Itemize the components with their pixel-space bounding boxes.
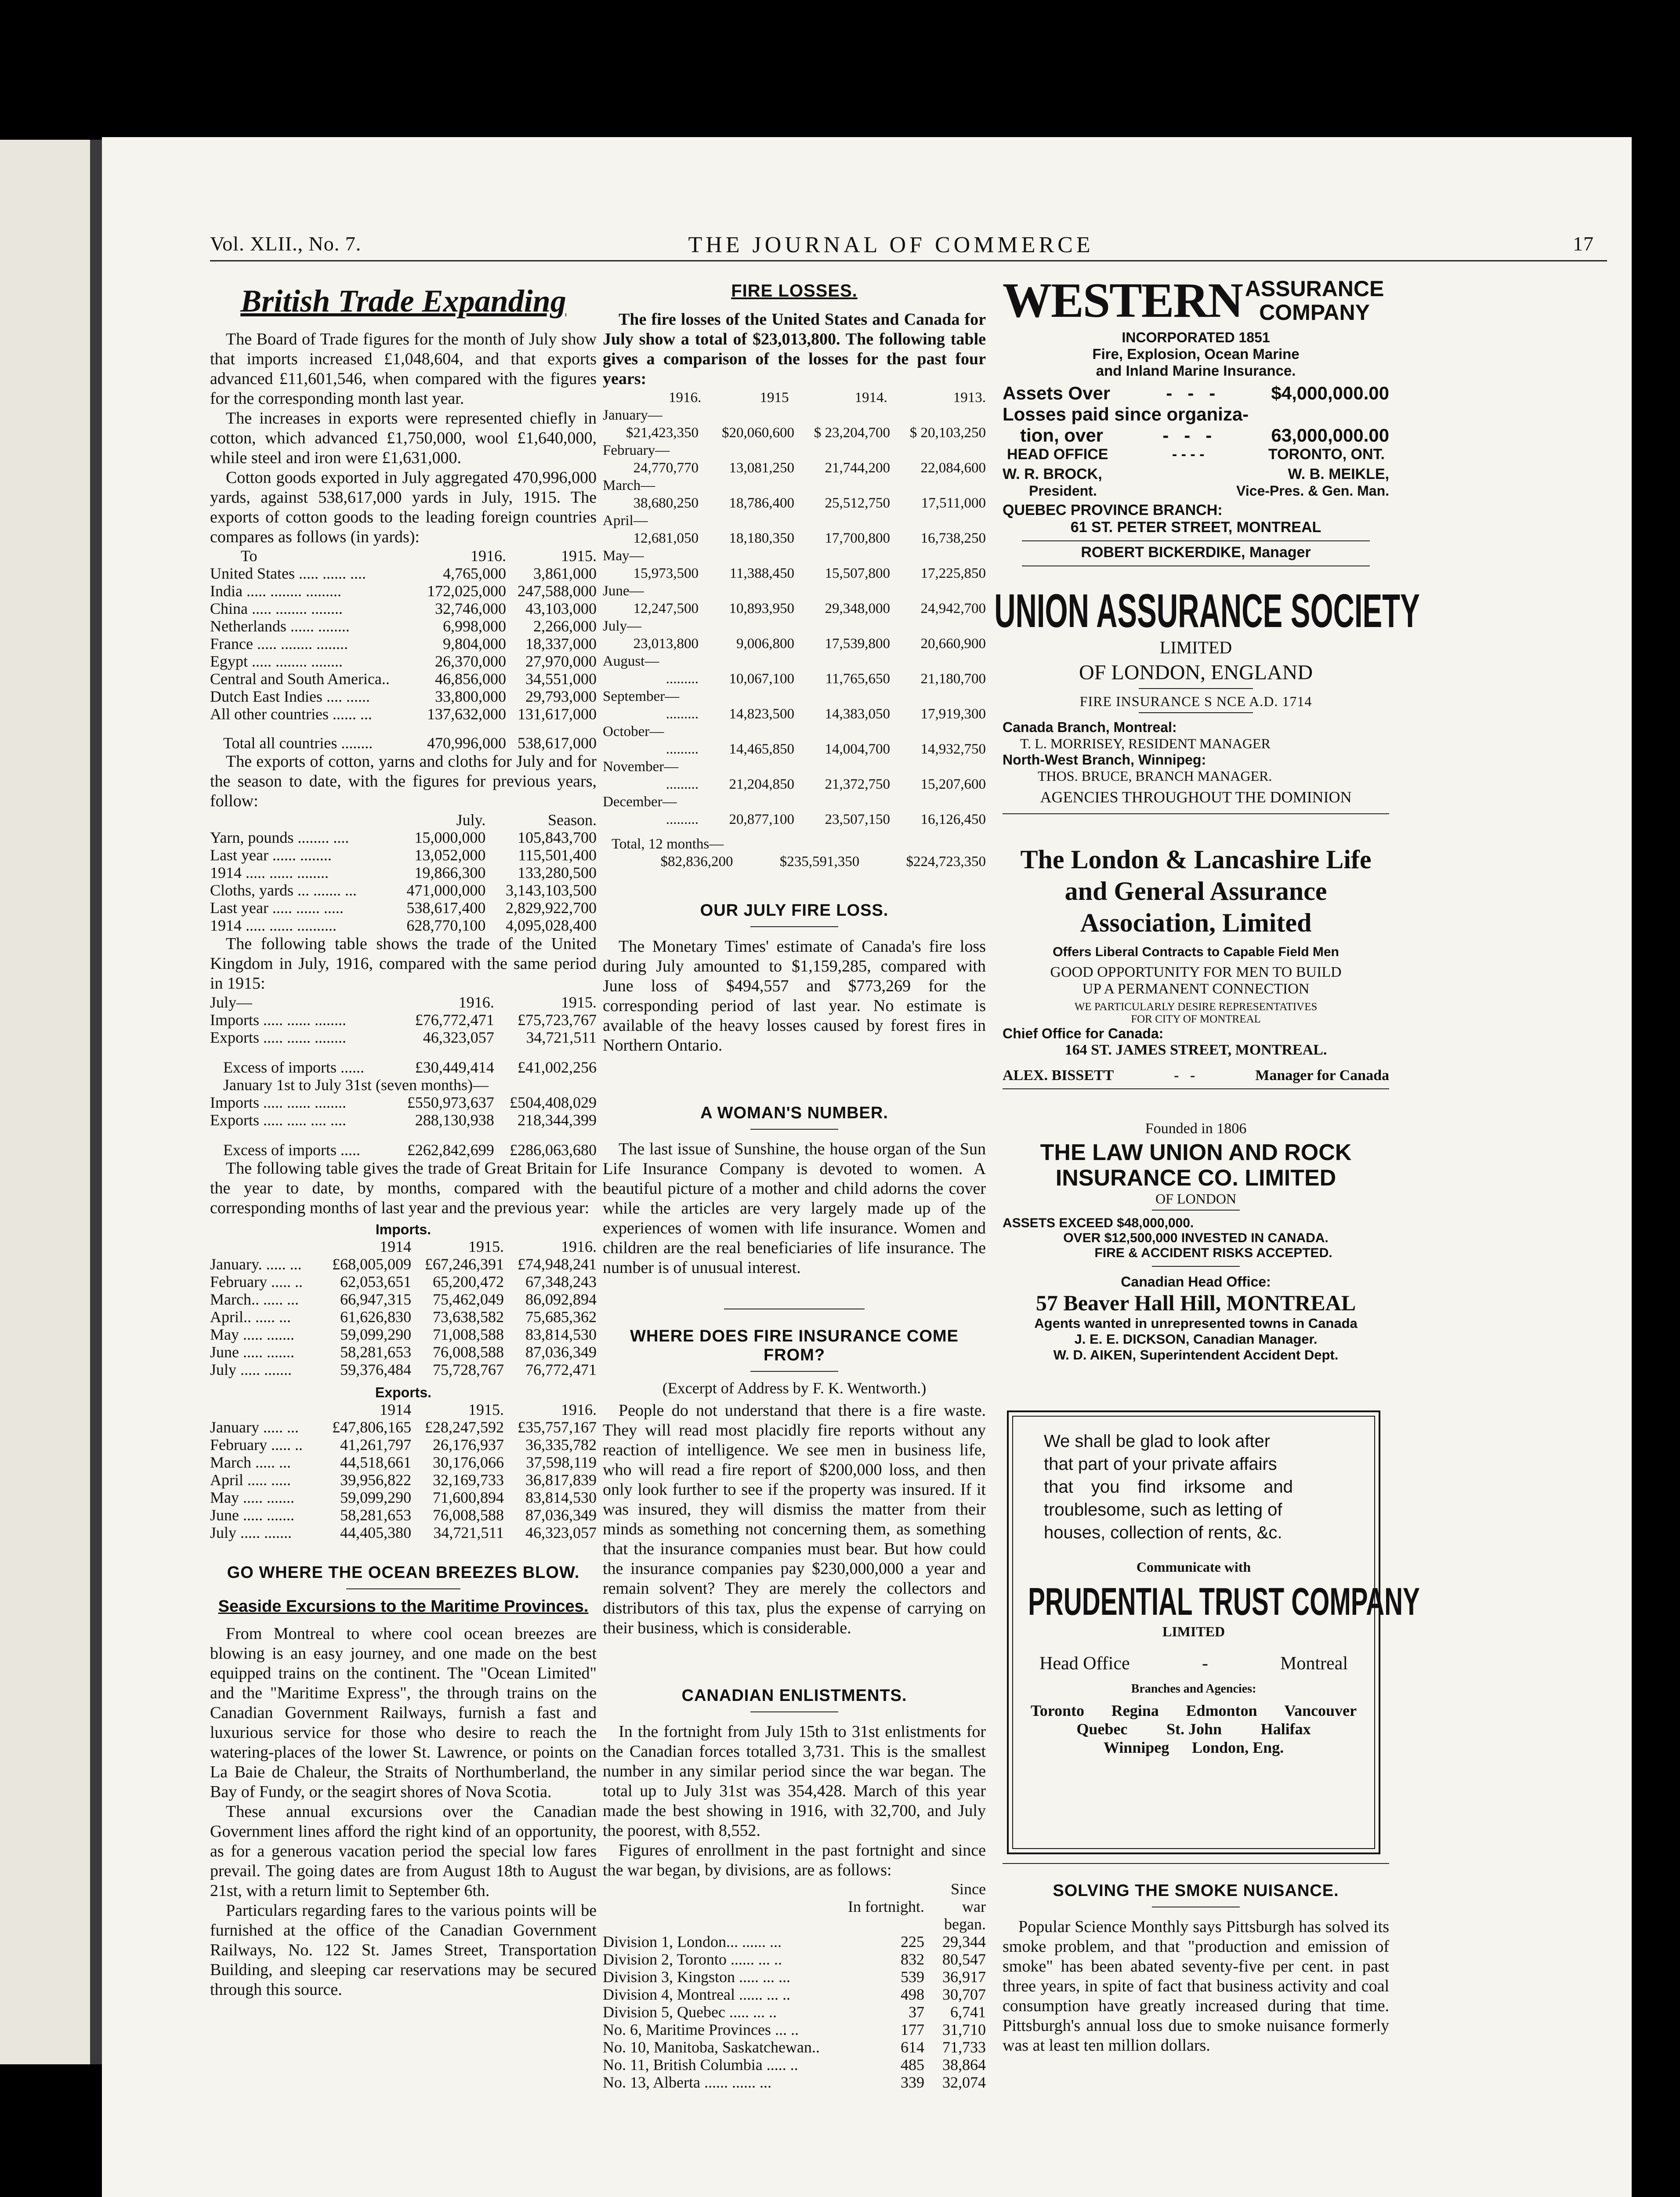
union-name: UNION ASSURANCE SOCIETY xyxy=(994,584,1420,637)
table-cell: 14,383,050 xyxy=(825,706,890,722)
fire-month-label: February— xyxy=(603,442,670,458)
head-office-city: TORONTO, ONT. xyxy=(1268,446,1385,463)
western-company: COMPANY xyxy=(1259,300,1370,325)
table-row: July ..... ....... 44,405,380 34,721,511 46,323,057 xyxy=(210,1524,597,1541)
paragraph: These annual excursions over the Canadian Government lines afford the right kind of an opportunity, as for a generous vacation period the special low fares prevail. The going dates are from August 18th to August 21st, with a return limit to September 6th. xyxy=(210,1802,597,1900)
table-row xyxy=(603,776,986,793)
office-address: 164 ST. JAMES STREET, MONTREAL. xyxy=(1064,1042,1327,1058)
table-cell: 17,539,800 xyxy=(825,636,890,652)
col-head: To xyxy=(241,547,257,565)
col-head: 1915. xyxy=(561,547,597,565)
table-row xyxy=(603,635,986,653)
table-cell: 17,225,850 xyxy=(920,566,986,581)
fire-total: Total, 12 months— $82,836,200 $235,591,350 $224,723,350 xyxy=(612,836,986,870)
table-row xyxy=(603,424,986,442)
company-name: and General Assurance xyxy=(1064,877,1327,906)
company-name: Association, Limited xyxy=(1080,908,1312,937)
table-row: No. 10, Manitoba, Saskatchewan.. 614 71,733 xyxy=(603,2038,986,2056)
table-cell: 18,786,400 xyxy=(729,495,794,511)
paragraph: Popular Science Monthly says Pittsburgh has solved its smoke problem, and that "production and emission of smoke" has been abated seventy-five per cent. in past three years, in spite of fact that business activity and coal consumption have greatly increased during that time. Pittsburgh's annual loss due to smoke nuisance formerly was at least ten million dollars. xyxy=(1003,1918,1389,2055)
branch-address: 61 ST. PETER STREET, MONTREAL xyxy=(1070,519,1322,536)
superintendent-name: W. D. AIKEN, Superintendent Accident Dept. xyxy=(1053,1347,1339,1363)
table-row: Imports ..... ...... ........ £76,772,471 £75,723,767 xyxy=(210,1011,597,1029)
section-title: OUR JULY FIRE LOSS. xyxy=(700,901,889,920)
table-cell: 14,004,700 xyxy=(825,741,890,757)
western-assurance: ASSURANCE xyxy=(1245,276,1384,301)
table-cell: 24,770,770 xyxy=(633,460,699,476)
want-text: WE PARTICULARLY DESIRE REPRESENTATIVES xyxy=(1074,1001,1318,1013)
table-row: April ..... ..... 39,956,822 32,169,733 36,817,839 xyxy=(210,1471,597,1489)
branch-city: Toronto xyxy=(1031,1702,1085,1719)
london-lancashire-ad: The London & Lancashire Life and General Assurance Association, Limited Offers Liberal Contracts to Capable Field Men GOOD OPPORTUNITY FOR MEN TO BUILD UP A PERMANENT CONNECTION WE PARTICULARLY DESIRE REPRESENTATIVES FOR CITY OF MONTREAL Chief Office for Canada: 164 ST. JAMES STREET, MONTREAL. ALEX. BISSETT - - Manager for Canada xyxy=(1003,844,1389,1089)
divider xyxy=(1003,813,1389,814)
divider xyxy=(750,1371,838,1372)
paragraph: The Monetary Times' estimate of Canada's fire loss during July amounted to $1,159,285, compared with June loss of $494,557 and $773,269 for the corresponding period of last year. No estimate is available of the heavy losses caused by forest fires in Northern Ontario. xyxy=(603,937,986,1055)
paragraph: People do not understand that there is a fire waste. They will read most placidly fire reports without any reaction of intelligence. We see men in business life, who will read a fire report of $200,000 loss, and then only look further to see if the property was insured. If it was insured, they will dismiss the matter from their minds as something not concerning them, as something that the insurance companies must bear. But how could the insurance companies pay $230,000,000 a year and remain solvent? They are merely the collectors and distributors of this tax, plus the expense of carrying on their business, which is considerable. xyxy=(603,1401,986,1637)
officer-title: President. xyxy=(1029,483,1097,499)
table-row: 1914 ..... ...... .......... 628,770,100 4,095,028,400 xyxy=(210,917,597,934)
col-head: 1916. xyxy=(470,547,506,565)
table-cell: ......... xyxy=(666,671,699,687)
fire-month-label: September— xyxy=(603,689,680,704)
divider xyxy=(1139,712,1253,713)
table-row: June ..... ....... 58,281,653 76,008,588 87,036,349 xyxy=(210,1506,597,1524)
paragraph: From Montreal to where cool ocean breezes are blowing is an easy journey, and one made on the best equipped trains on the continent. The "Ocean Limited" and the "Maritime Express", the through trains on the Canadian Government Railways, furnish a fast and luxurious service for those who desire to reach the watering-places of the lower St. Lawrence, or points on La Baie de Chaleur, the Straits of Northumberland, the Bay of Fundy, or the seagirt shores of Nova Scotia. xyxy=(210,1624,597,1801)
table-row: Last year ...... ........ 13,052,000 115,501,400 xyxy=(210,846,597,864)
table-cell: $ 20,103,250 xyxy=(909,425,986,441)
paragraph: The increases in exports were represented chiefly in cotton, which advanced £1,750,000, wool £1,640,000, while steel and iron were £1,631,000. xyxy=(210,409,597,467)
table-cell: 10,893,950 xyxy=(729,601,794,616)
divider xyxy=(1152,1210,1240,1211)
fire-month-label: October— xyxy=(603,724,664,740)
cotton-exports-table xyxy=(210,547,597,752)
table-cell: 15,207,600 xyxy=(920,776,986,792)
paragraph: The following table gives the trade of Great Britain for the year to date, by months, compared with the corresponding months of last year and the previous year: xyxy=(210,1159,597,1217)
table-row xyxy=(603,529,986,547)
officer-name: W. B. MEIKLE, xyxy=(1288,466,1389,482)
section-title: SOLVING THE SMOKE NUISANCE. xyxy=(1053,1882,1339,1900)
table-cell: 25,512,750 xyxy=(825,495,890,511)
table-cell: 21,744,200 xyxy=(825,460,890,476)
paragraph: Figures of enrollment in the past fortnight and since the war began, by divisions, are as follows: xyxy=(603,1841,986,1879)
table-cell: 24,942,700 xyxy=(920,601,986,616)
office-label: Chief Office for Canada: xyxy=(1003,1026,1164,1041)
exports-heading: Exports. xyxy=(375,1385,432,1400)
table-cell: 17,700,800 xyxy=(825,530,890,546)
founded-note: Founded in 1806 xyxy=(1145,1120,1247,1137)
col-head: Season. xyxy=(548,811,597,829)
paragraph: In the fortnight from July 15th to 31st enlistments for the Canadian forces totalled 3,731. This is the smallest number in any similar period since the war began. The total up to July 31st was 354,428. March of this year made the best showing in 1916, with 32,700, and July the poorest, with 8,552. xyxy=(603,1722,986,1840)
fire-losses-rows xyxy=(603,406,986,828)
section-title: CANADIAN ENLISTMENTS. xyxy=(681,1686,907,1705)
assets-label: Assets Over xyxy=(1003,383,1111,403)
branch-city: Regina xyxy=(1111,1702,1159,1719)
fire-month-label: December— xyxy=(603,794,677,810)
fire-losses-table xyxy=(603,389,986,406)
col-head: 1916. xyxy=(668,390,702,406)
table-row xyxy=(603,740,986,758)
western-name: WESTERN xyxy=(1003,273,1243,328)
law-union-ad xyxy=(1003,1120,1389,1363)
lines-text: Fire, Explosion, Ocean Marine xyxy=(1092,346,1300,362)
table-row: No. 6, Maritime Provinces ... .. 177 31,710 xyxy=(603,2021,986,2038)
risks-text: FIRE & ACCIDENT RISKS ACCEPTED. xyxy=(1094,1246,1332,1260)
officer-name: W. R. BROCK, xyxy=(1003,466,1102,482)
monthly-imports-table: 1914 1915. 1916. January. ..... ... £68,005,009 £67,246,391 £74,948,241 February ..... .. 62,053,651 65,200,472 67,348,243 March.. ..... ... 66,947,315 75,462,049 86,092,894 April.. ..... ... 61,626,830 73,638,582 75,685,362 May ..... ....... 59,099,290 71,008,588 83,814,530 June ..... ....... 58,281,653 76,008,588 87,036,349 July ..... ....... 59,376,484 75,728,767 76,772,471 xyxy=(210,1238,597,1378)
table-cell: $20,060,600 xyxy=(722,425,794,441)
paragraph: The fire losses of the United States and Canada for July show a total of $23,013,800. The following table gives a comparison of the losses for the past four years: xyxy=(603,310,986,388)
table-row: Division 1, London... ...... ... 225 29,344 xyxy=(603,1933,986,1950)
table-cell: 22,084,600 xyxy=(920,460,986,476)
table-row: India ..... ........ ......... 172,025,000 247,588,000 xyxy=(210,582,597,600)
losses-label: tion, over xyxy=(1020,425,1104,446)
table-row xyxy=(603,705,986,723)
table-row xyxy=(603,600,986,617)
table-row: Excess of imports ..... £262,842,699 £286,063,680 xyxy=(223,1141,597,1159)
table-cell: ......... xyxy=(666,812,699,827)
col-head: 1915 xyxy=(760,390,789,406)
ad-line: troublesome, such as letting of xyxy=(1044,1500,1282,1519)
article-title: British Trade Expanding xyxy=(240,283,566,319)
table-cell: 23,507,150 xyxy=(825,812,890,827)
union-limited: LIMITED xyxy=(1159,638,1232,657)
fire-month-label: April— xyxy=(603,513,648,529)
fire-month-label: January— xyxy=(603,407,663,423)
center-column xyxy=(603,281,986,2091)
fire-month-label: August— xyxy=(603,653,659,669)
assets-value: $4,000,000.00 xyxy=(1271,383,1389,403)
office-address: 57 Beaver Hall Hill, MONTREAL xyxy=(1036,1291,1356,1315)
divider xyxy=(1152,1266,1240,1267)
fire-month-label: June— xyxy=(603,583,644,599)
fire-month-label: March— xyxy=(603,478,655,493)
table-cell: 11,388,450 xyxy=(729,566,794,581)
ad-line: houses, collection of rents, &c. xyxy=(1044,1523,1282,1542)
manager-title: Manager for Canada xyxy=(1255,1067,1389,1084)
table-row: Imports ..... ...... ........ £550,973,637 £504,408,029 xyxy=(210,1094,597,1111)
table-row: March.. ..... ... 66,947,315 75,462,049 86,092,894 xyxy=(210,1291,597,1308)
paragraph: Particulars regarding fares to the various points will be furnished at the office of the Canadian Government Railways, No. 122 St. James Street, Transportation Building, and sleeping car reservations may be secured through this source. xyxy=(210,1901,597,1999)
table-cell: 29,348,000 xyxy=(825,601,890,616)
table-cell: 18,180,350 xyxy=(729,530,794,546)
table-row: United States ..... ...... .... 4,765,000 3,861,000 xyxy=(210,565,597,582)
table-row: Division 4, Montreal ...... ... .. 498 30,707 xyxy=(603,1986,986,2003)
divider xyxy=(346,1588,460,1589)
table-row: Yarn, pounds ........ .... 15,000,000 105,843,700 xyxy=(210,829,597,846)
opportunity-text: UP A PERMANENT CONNECTION xyxy=(1082,981,1310,997)
table-cell: 21,372,750 xyxy=(825,776,890,792)
fire-month-label: November— xyxy=(603,759,679,775)
table-row: Division 3, Kingston ..... ... ... 539 36,917 xyxy=(603,1968,986,1986)
table-cell: 16,738,250 xyxy=(920,530,986,546)
table-cell: 15,973,500 xyxy=(633,566,699,581)
union-location: OF LONDON, ENGLAND xyxy=(1079,661,1313,684)
head-office-label: Head Office xyxy=(1039,1653,1130,1674)
losses-value: 63,000,000.00 xyxy=(1271,425,1389,446)
table-row: France ..... ........ ........ 9,804,000 18,337,000 xyxy=(210,635,597,653)
british-trade-article xyxy=(210,281,597,2000)
investment-text: OVER $12,500,000 INVESTED IN CANADA. xyxy=(1063,1231,1329,1245)
prudential-trust-ad: We shall be glad to look after that part of your private affairs that you find irksome and troublesome, such as letting of houses, collection of rents, &c. Communicate with PRUDENTIAL TRUST COMPANY LIMITED Head Office - Montreal Branches and Agencies: Toronto Regina Edmonton Vancouver Quebec St. John Halifax Winnipeg London, Eng. xyxy=(1007,1410,1380,1854)
divider xyxy=(750,1129,838,1130)
branch-city: Vancouver xyxy=(1284,1702,1357,1719)
page-header xyxy=(210,232,1607,263)
paragraph: Cotton goods exported in July aggregated 470,996,000 yards, against 538,617,000 yards in July, 1915. The exports of cotton goods to the leading foreign countries compares as follows (in yards): xyxy=(210,468,597,546)
table-cell: 14,465,850 xyxy=(729,741,794,757)
want-text: FOR CITY OF MONTREAL xyxy=(1131,1013,1261,1025)
table-cell: 14,932,750 xyxy=(920,741,986,757)
company-name: INSURANCE CO. LIMITED xyxy=(1055,1165,1336,1191)
company-name: The London & Lancashire Life xyxy=(1020,845,1372,874)
table-row: July ..... ....... 59,376,484 75,728,767 76,772,471 xyxy=(210,1361,597,1378)
manager-name: J. E. E. DICKSON, Canadian Manager. xyxy=(1074,1331,1318,1347)
table-row: January ..... ... £47,806,165 £28,247,592 £35,757,167 xyxy=(210,1418,597,1436)
table-row xyxy=(603,459,986,477)
table-cell: 13,081,250 xyxy=(729,460,794,476)
table-row: No. 13, Alberta ...... ...... ... 339 32,074 xyxy=(603,2074,986,2091)
total-row: Total all countries ........ 470,996,000 538,617,000 xyxy=(223,734,597,752)
union-assurance-ad xyxy=(994,584,1420,814)
table-cell: 10,067,100 xyxy=(729,671,794,687)
paragraph: The last issue of Sunshine, the house organ of the Sun Life Insurance Company is devoted to women. A beautiful picture of a mother and child adorns the cover while the articles are very largely made up of the experiences of women with life insurance. Women and children are the real beneficiaries of life insurance. The number is of unusual interest. xyxy=(603,1140,986,1277)
table-cell: 11,765,650 xyxy=(825,671,890,687)
section-title: FIRE LOSSES. xyxy=(731,281,858,301)
table-row: Last year ..... ...... ..... 538,617,400 2,829,922,700 xyxy=(210,899,597,917)
table-cell: 20,660,900 xyxy=(920,636,986,652)
fire-month-label: July— xyxy=(603,618,642,634)
western-assurance-ad: WESTERN ASSURANCE COMPANY INCORPORATED 1851 Fire, Explosion, Ocean Marine and Inland Marine Insurance. Assets Over - - - $4,000,000.00 Losses paid since organiza- tion, over - - - 63,000,000.00 HEAD OFFICE - - - - TORONTO, ONT. W. R. BROCK, W. B. MEIKLE, President. Vice-Pres. & Gen. Man. QUEBEC PROVINCE BRANCH: 61 ST. PETER STREET, MONTREAL ROBERT BICKERDIKE, Manager xyxy=(1003,272,1389,566)
agencies-note: AGENCIES THROUGHOUT THE DOMINION xyxy=(1040,788,1352,806)
table-row: All other countries ...... ... 137,632,000 131,617,000 xyxy=(210,705,597,723)
fire-month-label: May— xyxy=(603,548,644,564)
table-cell: 20,877,100 xyxy=(729,812,794,827)
company-name: THE LAW UNION AND ROCK xyxy=(1040,1140,1352,1165)
header-rule xyxy=(210,260,1607,261)
table-cell: 15,507,800 xyxy=(825,566,890,581)
divider xyxy=(1022,540,1370,541)
office-label: Canadian Head Office: xyxy=(1121,1274,1271,1290)
branch-city: Halifax xyxy=(1260,1720,1311,1738)
branch-label: North-West Branch, Winnipeg: xyxy=(1003,752,1206,768)
head-office-city: Montreal xyxy=(1280,1653,1348,1674)
paragraph: The Board of Trade figures for the month of July show that imports increased £1,048,604, and that exports advanced £11,601,546, when compared with the figures for the corresponding month last year. xyxy=(210,330,597,408)
divider xyxy=(750,1711,838,1712)
divider xyxy=(750,926,838,927)
divider xyxy=(1003,1088,1389,1089)
table-row xyxy=(603,494,986,512)
excerpt-note: (Excerpt of Address by F. K. Wentworth.) xyxy=(662,1379,927,1397)
table-cell: 17,919,300 xyxy=(920,706,986,722)
divider xyxy=(1003,1863,1389,1864)
table-cell: $ 23,204,700 xyxy=(814,425,890,441)
imports-heading: Imports. xyxy=(375,1222,431,1237)
table-cell: 17,511,000 xyxy=(921,495,986,511)
enlistment-table xyxy=(603,1880,986,2091)
table-row: May ..... ....... 59,099,290 71,600,894 83,814,530 xyxy=(210,1489,597,1506)
table-cell: 14,823,500 xyxy=(729,706,794,722)
section-title: WHERE DOES FIRE INSURANCE COME FROM? xyxy=(630,1327,959,1364)
officer-title: Vice-Pres. & Gen. Man. xyxy=(1236,483,1389,499)
table-row: February ..... .. 41,261,797 26,176,937 36,335,782 xyxy=(210,1436,597,1454)
smoke-nuisance-article xyxy=(1003,1863,1389,2056)
table-row: April.. ..... ... 61,626,830 73,638,582 75,685,362 xyxy=(210,1308,597,1326)
table-cell: 21,204,850 xyxy=(729,776,794,792)
table-cell: ......... xyxy=(666,741,699,757)
table-row: Exports ..... ...... ........ 46,323,057 34,721,511 xyxy=(210,1029,597,1046)
ad-line: We shall be glad to look after xyxy=(1044,1432,1271,1451)
branch-label: QUEBEC PROVINCE BRANCH: xyxy=(1003,502,1223,518)
uk-trade-table: July— 1916. 1915. Imports ..... ...... ........ £76,772,471 £75,723,767 Exports ..... ...... ........ 46,323,057 34,721,511 Excess of imports ...... £30,449,414 £41,002,256 January 1st to July 31st (seven months)— Imports ..... ...... ........ £550,973,637 £504,408,029 Exports ..... ..... .... .... 288,130,938 218,344,399 Excess of imports ..... £262,842,699 £286,063,680 xyxy=(210,993,597,1159)
table-cell: $21,423,350 xyxy=(626,425,699,441)
table-cell: 23,013,800 xyxy=(633,636,699,652)
yarn-cloth-table xyxy=(210,811,597,934)
table-row: Cloths, yards ... ....... ... 471,000,000 3,143,103,500 xyxy=(210,881,597,899)
page-number: 17 xyxy=(1573,232,1594,255)
branch-city: Quebec xyxy=(1076,1720,1128,1738)
company-limited: LIMITED xyxy=(1162,1624,1225,1639)
col-head: In fortnight. xyxy=(848,1898,924,1915)
journal-title: THE JOURNAL OF COMMERCE xyxy=(688,232,1094,257)
table-cell: 12,681,050 xyxy=(633,530,699,546)
table-row xyxy=(603,670,986,688)
table-cell: 21,180,700 xyxy=(920,671,986,687)
table-row: Division 2, Toronto ...... ... .. 832 80,547 xyxy=(603,1950,986,1968)
table-cell: 12,247,500 xyxy=(633,601,699,616)
assets-text: ASSETS EXCEED $48,000,000. xyxy=(1003,1216,1194,1230)
company-name: PRUDENTIAL TRUST COMPANY xyxy=(1028,1580,1420,1623)
head-office-label: HEAD OFFICE xyxy=(1007,446,1108,463)
col-head: 1913. xyxy=(953,390,986,406)
table-row: June ..... ....... 58,281,653 76,008,588 87,036,349 xyxy=(210,1343,597,1361)
adjacent-page xyxy=(0,140,102,2064)
table-row: Egypt ..... ........ ........ 26,370,000 27,970,000 xyxy=(210,653,597,670)
incorporated-note: INCORPORATED 1851 xyxy=(1122,330,1270,345)
table-row: 1914 ..... ...... ........ 19,866,300 133,280,500 xyxy=(210,864,597,881)
table-row: Netherlands ...... ........ 6,998,000 2,266,000 xyxy=(210,617,597,635)
losses-label: Losses paid since organiza- xyxy=(1003,404,1249,424)
branch-manager: THOS. BRUCE, BRANCH MANAGER. xyxy=(1038,768,1272,784)
ad-line: that part of your private affairs xyxy=(1044,1454,1277,1474)
branch-manager: ROBERT BICKERDIKE, Manager xyxy=(1081,544,1311,561)
table-row xyxy=(603,565,986,582)
lines-text: and Inland Marine Insurance. xyxy=(1096,363,1296,379)
section-title: A WOMAN'S NUMBER. xyxy=(700,1104,888,1122)
table-row: China ..... ........ ........ 32,746,000 43,103,000 xyxy=(210,600,597,617)
table-cell: 16,126,450 xyxy=(920,812,986,827)
section-subtitle: Seaside Excursions to the Maritime Provinces. xyxy=(218,1597,589,1616)
branch-label: Canada Branch, Montreal: xyxy=(1003,719,1177,735)
branch-city: Edmonton xyxy=(1186,1702,1257,1719)
section-title: GO WHERE THE OCEAN BREEZES BLOW. xyxy=(227,1563,580,1582)
branch-city: Winnipeg xyxy=(1103,1739,1169,1756)
table-row: March ..... ... 44,518,661 30,176,066 37,598,119 xyxy=(210,1454,597,1471)
table-cell: ......... xyxy=(666,706,699,722)
table-row: Dutch East Indies .... ...... 33,800,000 29,793,000 xyxy=(210,688,597,705)
table-row: Central and South America.. 46,856,000 34,551,000 xyxy=(210,670,597,688)
col-head: 1914. xyxy=(854,390,887,406)
ad-line: that you find irksome and xyxy=(1044,1477,1293,1497)
table-row: January. ..... ... £68,005,009 £67,246,391 £74,948,241 xyxy=(210,1255,597,1273)
table-row: Exports ..... ..... .... .... 288,130,938 218,344,399 xyxy=(210,1111,597,1129)
table-row: May ..... ....... 59,099,290 71,008,588 83,814,530 xyxy=(210,1326,597,1343)
divider xyxy=(1139,688,1253,689)
table-cell: 38,680,250 xyxy=(633,495,699,511)
branches-label: Branches and Agencies: xyxy=(1131,1682,1256,1696)
table-row xyxy=(603,811,986,828)
col-head: July. xyxy=(456,811,486,829)
opportunity-text: GOOD OPPORTUNITY FOR MEN TO BUILD xyxy=(1050,964,1342,980)
union-since: FIRE INSURANCE S NCE A.D. 1714 xyxy=(1079,693,1312,709)
branch-city: London, Eng. xyxy=(1192,1739,1284,1756)
table-row: Division 5, Quebec ..... ... .. 37 6,741 xyxy=(603,2003,986,2021)
communicate-label: Communicate with xyxy=(1136,1559,1251,1575)
table-cell: 9,006,800 xyxy=(736,636,794,652)
company-location: OF LONDON xyxy=(1155,1191,1236,1207)
table-row: Excess of imports ...... £30,449,414 £41,002,256 xyxy=(223,1059,597,1076)
manager-name: ALEX. BISSETT xyxy=(1003,1067,1114,1084)
col-head: Since war began. xyxy=(944,1880,986,1933)
branch-manager: T. L. MORRISEY, RESIDENT MANAGER xyxy=(1020,736,1271,751)
paragraph: The exports of cotton, yarns and cloths for July and for the season to date, with the figures for previous years, follow: xyxy=(210,752,597,810)
offer-text: Offers Liberal Contracts to Capable Field Men xyxy=(1053,945,1339,959)
agents-note: Agents wanted in unrepresented towns in Canada xyxy=(1034,1316,1358,1331)
table-cell: ......... xyxy=(666,776,699,792)
table-row: February ..... .. 62,053,651 65,200,472 67,348,243 xyxy=(210,1273,597,1291)
branch-city: St. John xyxy=(1166,1720,1222,1738)
table-row: No. 11, British Columbia ..... .. 485 38,864 xyxy=(603,2056,986,2074)
volume-number: Vol. XLII., No. 7. xyxy=(210,232,362,255)
paragraph: The following table shows the trade of the United Kingdom in July, 1916, compared with the same period in 1915: xyxy=(210,935,597,993)
monthly-exports-table: 1914 1915. 1916. January ..... ... £47,806,165 £28,247,592 £35,757,167 February ..... .. 41,261,797 26,176,937 36,335,782 March ..... ... 44,518,661 30,176,066 37,598,119 April ..... ..... 39,956,822 32,169,733 36,817,839 May ..... ....... 59,099,290 71,600,894 83,814,530 June ..... ....... 58,281,653 76,008,588 87,036,349 July ..... ....... 44,405,380 34,721,511 46,323,057 xyxy=(210,1401,597,1541)
